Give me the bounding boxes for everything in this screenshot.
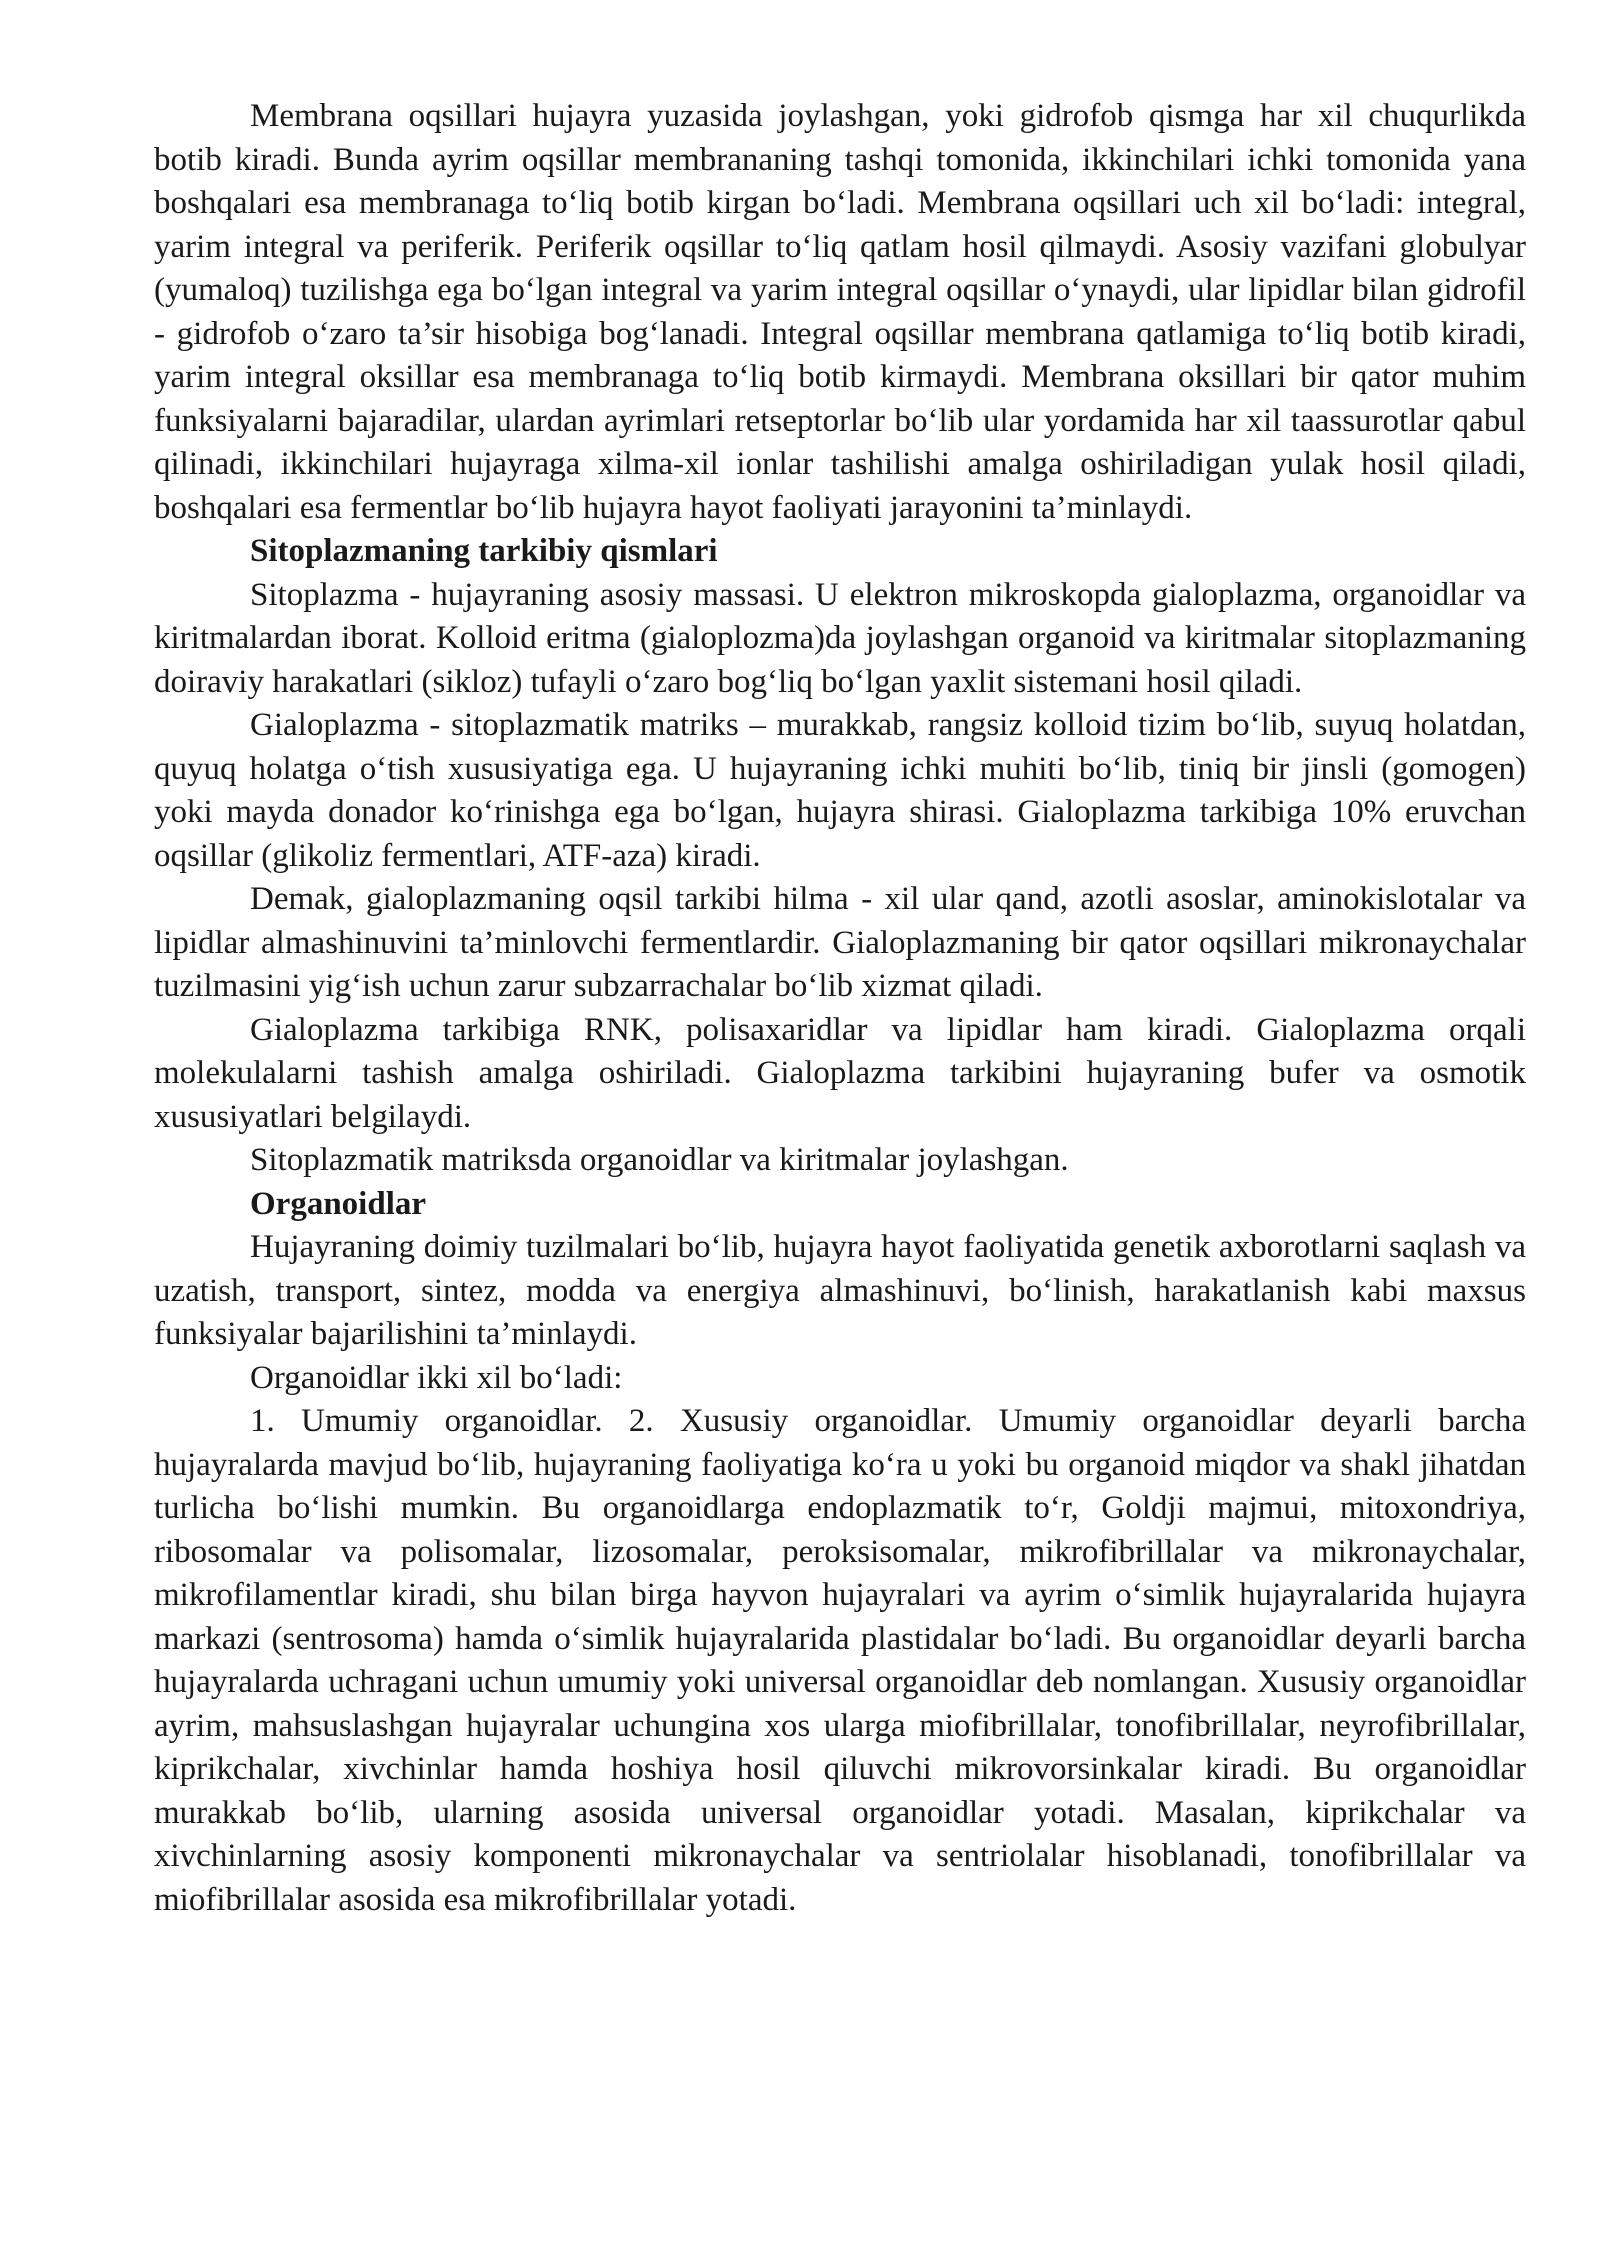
- paragraph-gialoplazma-oqsil: Demak, gialoplazmaning oqsil tarkibi hilma - xil ular qand, azotli asoslar, aminokislotalar va lipidlar almashinuvini ta’minlovchi fermentlardir. Gialoplazmaning bir qator oqsillari mikronaychalar tuzilmasini yig‘ish uchun zarur subzarrachalar bo‘lib xizmat qiladi.: [154, 881, 1526, 1004]
- paragraph-gialoplazma-matriks: Gialoplazma - sitoplazmatik matriks – murakkab, rangsiz kolloid tizim bo‘lib, suyuq holatdan, quyuq holatga o‘tish xususiyatiga ega. U hujayraning ichki muhiti bo‘lib, tiniq bir jinsli (gomogen) yoki mayda donador ko‘rinishga ega bo‘lgan, hujayra shirasi. Gialoplazma tarkibiga 10% eruvchan oqsillar (glikoliz fermentlari, ATF-aza) kiradi.: [154, 707, 1526, 874]
- paragraph-umumiy-xususiy: 1. Umumiy organoidlar. 2. Xususiy organoidlar. Umumiy organoidlar deyarli barcha hujayralarda mavjud bo‘lib, hujayraning faoliyatiga ko‘ra u yoki bu organoid miqdor va shakl jihatdan turlicha bo‘lishi mumkin. Bu organoidlarga endoplazmatik to‘r, Goldji majmui, mitoxondriya, ribosomalar va polisomalar, lizosomalar, peroksisomalar, mikrofibrillalar va mikronaychalar, mikrofilamentlar kiradi, shu bilan birga hayvon hujayralari va ayrim o‘simlik hujayralarida hujayra markazi (sentrosoma) hamda o‘simlik hujayralarida plastidalar bo‘ladi. Bu organoidlar deyarli barcha hujayralarda uchragani uchun umumiy yoki universal organoidlar deb nomlangan. Xususiy organoidlar ayrim, mahsuslashgan hujayralar uchungina xos ularga miofibrillalar, tonofibrillalar, neyrofibrillalar, kiprikchalar, xivchinlar hamda hoshiya hosil qiluvchi mikrovorsinkalar kiradi. Bu organoidlar murakkab bo‘lib, ularning asosida universal organoidlar yotadi. Masalan, kiprikchalar va xivchinlarning asosiy komponenti mikronaychalar va sentriolalar hisoblanadi, tonofibrillalar va miofibrillalar asosida esa mikrofibrillalar yotadi.: [154, 1403, 1526, 1918]
- paragraph-organoidlar-doimiy: Hujayraning doimiy tuzilmalari bo‘lib, hujayra hayot faoliyatida genetik axborotlarni saqlash va uzatish, transport, sintez, modda va energiya almashinuvi, bo‘linish, harakatlanish kabi maxsus funksiyalar bajarilishini ta’minlaydi.: [154, 1229, 1526, 1352]
- paragraph-gialoplazma-rnk: Gialoplazma tarkibiga RNK, polisaxaridlar va lipidlar ham kiradi. Gialoplazma orqali molekulalarni tashish amalga oshiriladi. Gialoplazma tarkibini hujayraning bufer va osmotik xususiyatlari belgilaydi.: [154, 1011, 1526, 1135]
- paragraph-organoidlar-ikki-xil: Organoidlar ikki xil bo‘ladi:: [250, 1359, 623, 1396]
- paragraph-sitoplazma: Sitoplazma - hujayraning asosiy massasi. U elektron mikroskopda gialoplazma, organoidlar va kiritmalardan iborat. Kolloid eritma (gialoplozma)da joylashgan organoid va kiritmalar sitoplazmaning doiraviy harakatlari (sikloz) tufayli o‘zaro bog‘liq bo‘lgan yaxlit sistemani hosil qiladi.: [154, 576, 1526, 700]
- heading-sitoplazma: Sitoplazmaning tarkibiy qismlari: [250, 533, 718, 569]
- paragraph-membrana-oqsillari: Membrana oqsillari hujayra yuzasida joylashgan, yoki gidrofob qismga har xil chuqurlikda botib kiradi. Bunda ayrim oqsillar membrananing tashqi tomonida, ikkinchilari ichki tomonida yana boshqalari esa membranaga to‘liq botib kirgan bo‘ladi. Membrana oqsillari uch xil bo‘ladi: integral, yarim integral va periferik. Periferik oqsillar to‘liq qatlam hosil qilmaydi. Asosiy vazifani globulyar (yumaloq) tuzilishga ega bo‘lgan integral va yarim integral oqsillar o‘ynaydi, ular lipidlar bilan gidrofil - gidrofob o‘zaro ta’sir hisobiga bog‘lanadi. Integral oqsillar membrana qatlamiga to‘liq botib kiradi, yarim integral oksillar esa membranaga to‘liq botib kirmaydi. Membrana oksillari bir qator muhim funksiyalarni bajaradilar, ulardan ayrimlari retseptorlar bo‘lib ular yordamida har xil taassurotlar qabul qilinadi, ikkinchilari hujayraga xilma-xil ionlar tashilishi amalga oshiriladigan yulak hosil qiladi, boshqalari esa fermentlar bo‘lib hujayra hayot faoliyati jarayonini ta’minlaydi.: [154, 98, 1526, 526]
- paragraph-sitoplazmatik-matriks: Sitoplazmatik matriksda organoidlar va kiritmalar joylashgan.: [250, 1142, 1069, 1178]
- document-page: [154, 95, 1526, 1922]
- heading-organoidlar: Organoidlar: [250, 1185, 427, 1222]
